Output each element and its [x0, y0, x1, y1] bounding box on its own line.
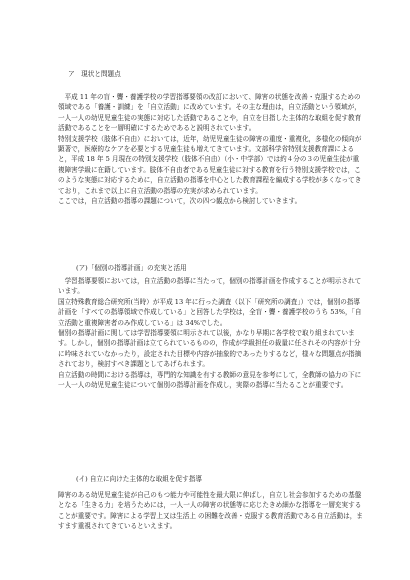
subsection-paragraph: 自立活動の時間における指導は，専門的な知識を有する教師の意見を参考にして，全教師の協力の下に一人一人の幼児児童生徒について個別の指導計画を作成し，実際の指導に当たることが重要です。 — [58, 370, 362, 390]
section-heading: ア 現状と問題点 — [68, 70, 121, 78]
subsection-1-body — [58, 276, 363, 390]
intro-paragraph: ここでは，自立活動の指導の課題について，次の四つ観点から検討していきます。 — [58, 197, 302, 206]
subsection-heading-2: (イ) 自立に向けた主体的な取組を促す指導 — [76, 475, 202, 483]
intro-section — [58, 92, 363, 206]
subsection-paragraph: 国立特殊教育総合研究所(当時）が平成 13 年に行った調査（以下「研究所の調査」）では，個別の指導計画を「すべての指導領域で作成している」と回答した学校は，全盲・聾・養護学校のうち 53%，「自立活動と重複障害者のみ作成している」は 34%でした。 — [58, 297, 362, 327]
subsection-heading-1: (ア)「個別の指導計画」の充実と活用 — [76, 264, 187, 272]
intro-paragraph: 特別支援学校（肢体不自由）においては，近年，幼児児童生徒の障害の重度・重複化，多様化の傾向が顕著で，医療的なケアを必要とする児童生徒も増えてきています。文部科学省特別支援教育課によると，平成 18 年 5 月現在の特別支援学校（肢体不自由）（小・中学部）では約４分の３の児童生徒が重複障害学級に在籍しています。肢体不自由者である児童生徒に対する教育を行う特別支援学校では，このような実態に対応するために，自立活動の指導を中心とした教育課程を編成する学校が多くなってきており，これまで以上に自立活動の指導の充実が求められています。 — [58, 134, 362, 195]
subsection-paragraph: 障害のある幼児児童生徒が自己のもつ能力や可能性を最大限に伸ばし，自立し社会参加するための基盤となる「生きる力」を培うためには，一人一人の障害の状態等に応じたきめ細かな指導を一層充実することが重要です。障害による学習上又は生活上 の困難を改善・克服する教育活動である自立活動は，ますます重視されてきているといえます。 — [58, 491, 363, 531]
subsection-paragraph: 学習指導要領においては，自立活動の指導に当たって，個別の指導計画を作成することが明示されています。 — [58, 277, 362, 296]
intro-paragraph: 平成 11 年の盲・聾・養護学校の学習指導要領の改訂において、障害の状態を改善・克服するための領域である「養護・訓練」を「自立活動」に改めています。その主な理由は，自立活動という領域が，一人一人の幼児児童生徒の実態に対応した活動であることや，自立を目指した主体的な取組を促す教育活動であることを一層明確にするためであると説明されています。 — [58, 93, 362, 133]
subsection-paragraph: 個別の指導計画に関しては学習指導要領に明示されて以後，かなり早期に各学校で取り組まれています。しかし，個別の指導計画は立てられているものの，作成が学級担任の裁量に任されその内容が十分に吟味されていなかったり，設定された目標や内容が抽象的であったりするなど，様々な問題点が指摘されており，検討すべき課題としてあげられます。 — [58, 329, 362, 369]
subsection-2-body — [58, 490, 363, 532]
